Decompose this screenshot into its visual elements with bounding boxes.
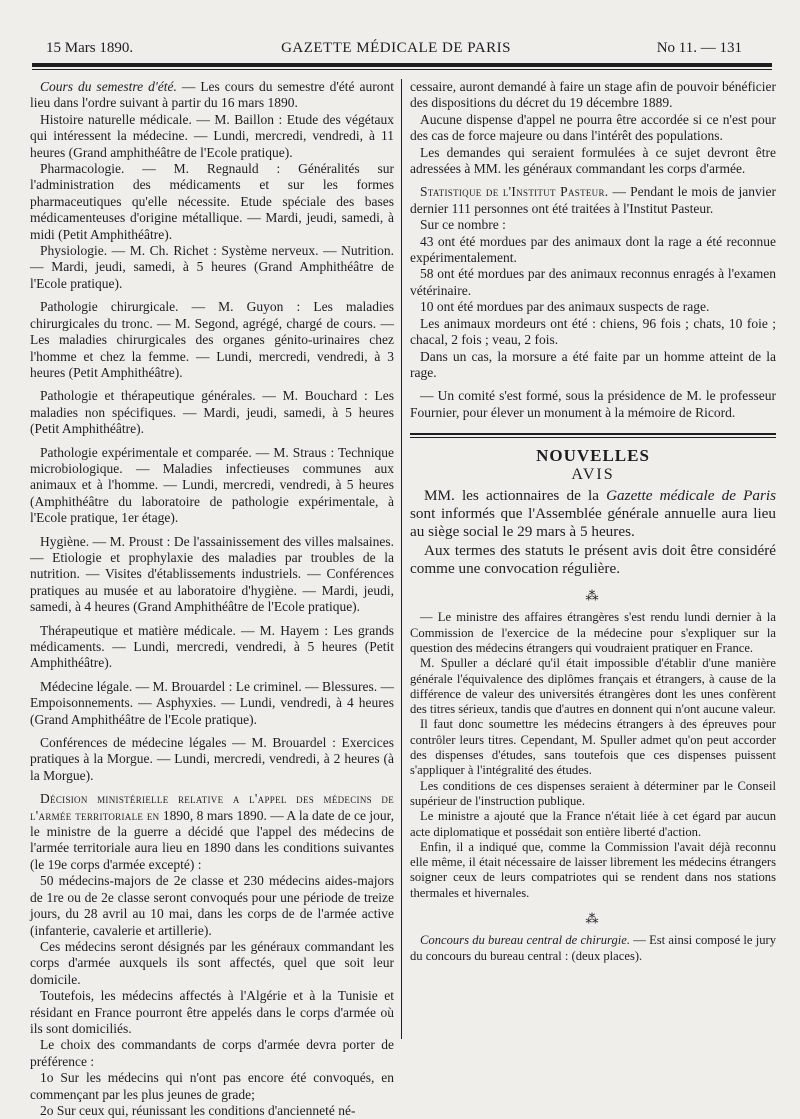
section-lead: Cours du semestre d'été. (40, 79, 177, 94)
paragraph: Le ministre a ajouté que la France n'était liée à cet égard par aucun acte diplomatique et possédait son entière liberté d'action. (410, 809, 776, 839)
paragraph: — Le ministre des affaires étrangères s'est rendu lundi dernier à la Commission de l'exercice de la médecine pour s'expliquer sur la question des médecins étrangers qui voudraient pratiquer en France. (410, 610, 776, 655)
news-block (410, 610, 776, 901)
paragraph (30, 79, 394, 112)
issue-page-number: No 11. — 131 (656, 40, 742, 56)
paragraph: Enfin, il a indiqué que, comme la Commission l'avait déjà reconnu elle même, il était nécessaire de laisser librement les médecins étrangers soigner ceux de leurs compatriotes qui se rendent dans nos stations thermales et hivernales. (410, 839, 776, 900)
nouvelles-heading: NOUVELLES (536, 446, 650, 466)
journal-title: GAZETTE MÉDICALE DE PARIS (281, 40, 511, 56)
paragraph: 2o Sur ceux qui, réunissant les conditions d'ancienneté né- (40, 1102, 356, 1118)
header-rule (32, 63, 772, 70)
header-date: 15 Mars 1890. (46, 40, 134, 56)
page-header (32, 40, 760, 62)
paragraph-text: 1890, 8 mars 1890. — A la date de ce jour, le ministre de la guerre a décidé que l'appel des médecins de l'armée territoriale aura lieu en 1890 dans les conditions suivantes (le 19e corps d'armée excepté) : (30, 807, 394, 872)
paragraph: Hygiène. — M. Proust : De l'assainissement des villes malsaines. — Etiologie et prophylaxie des maladies par troubles de la nutrition. — Visites d'établissements industriels. — Conférences pratiques au musée et au laboratoire d'hygiène. — Mardi, jeudi, samedi, à 4 heures (Grand Amphithéâtre de l'Ecole pratique). (30, 533, 394, 615)
paragraph: Pharmacologie. — M. Regnauld : Généralités sur l'administration des médicaments et sur les formes pharmaceutiques qu'elle nécessite. Etude spéciale des bases médicamenteuses d'origine métallique. — Mardi, jeudi, samedi, à midi (Petit Amphithéâtre). (30, 161, 394, 242)
paragraph-text: — Pendant le mois de janvier dernier 111 personnes ont été traitées à l'Institut Pasteur. (410, 184, 776, 216)
paragraph-text: sont informés que l'Assemblée générale annuelle aura lieu au siège social le 29 mars à 5 heures. (410, 505, 776, 541)
paragraph: Le choix des commandants de corps d'armée devra porter de préférence : (30, 1037, 394, 1069)
left-column (30, 79, 394, 1119)
paragraph: Thérapeutique et matière médicale. — M. Hayem : Les grands médicaments. — Lundi, mercredi, vendredi, à 5 heures (Petit Amphithéâtre). (30, 622, 394, 671)
paragraph (410, 184, 776, 217)
paragraph: 10 ont été mordues par des animaux suspects de rage. (420, 299, 710, 315)
paragraph-text: MM. les actionnaires de la (424, 486, 607, 504)
section-lead: Statistique de l'Institut Pasteur. (420, 184, 609, 200)
paragraph: Pathologie chirurgicale. — M. Guyon : Les maladies chirurgicales du tronc. — M. Segond, agrégé, chargé de cours. — Les maladies chirurgicales des organes génito-urinaires chez l'homme et chez la femme. — Lundi, mercredi, vendredi, à 3 heures (Petit Amphithéâtre). (30, 299, 394, 380)
paragraph: Les animaux mordeurs ont été : chiens, 96 fois ; chats, 10 foie ; chacal, 2 fois ; veau, 2 fois. (410, 315, 776, 348)
paragraph: Physiologie. — M. Ch. Richet : Système nerveux. — Nutrition. — Mardi, jeudi, samedi, à 5 heures (Grand Amphithéâtre de l'Ecole pratique). (30, 243, 394, 291)
paragraph: 43 ont été mordues par des animaux dont la rage a été reconnue expérimentalement. (410, 233, 776, 266)
paragraph: Il faut donc soumettre les médecins étrangers à des épreuves pour contrôler leurs titres. Cependant, M. Spuller admet qu'on peut accorder des dispenses d'études, sans toutefois que ces dispenses puissent s'appliquer à l'intégralité des études. (410, 717, 776, 778)
paragraph: M. Spuller a déclaré qu'il était impossible d'établir d'une manière générale l'équivalence des diplômes français et étrangers, à cause de la différence de valeur des universités étrangères dont les unes confèrent des titres sérieux, tandis que d'autres en donnent qui n'ont aucune valeur. (410, 656, 776, 717)
paragraph: Aux termes des statuts le présent avis doit être considéré comme une convocation régulière. (410, 541, 776, 577)
paragraph: Pathologie et thérapeutique générales. — M. Bouchard : Les maladies non spécifiques. — Mardi, jeudi, samedi, à 5 heures (Petit Amphithéâtre). (30, 388, 394, 437)
paragraph: — Un comité s'est formé, sous la présidence de M. le professeur Fournier, pour élever un monument à la mémoire de Ricord. (410, 388, 776, 420)
paragraph: cessaire, auront demandé à faire un stage afin de pouvoir bénéficier des dispositions du décret du 19 décembre 1889. (410, 79, 776, 111)
avis-block (410, 487, 776, 578)
paragraph-text: — Est ainsi composé le jury du concours du bureau central : (deux places). (410, 933, 776, 963)
avis-heading: AVIS (571, 465, 615, 483)
section-rule (410, 433, 776, 438)
paragraph: Les demandes qui seraient formulées à ce sujet devront être adressées à MM. les généraux commandant les corps d'armée. (410, 144, 776, 177)
paragraph: Histoire naturelle médicale. — M. Baillon : Etude des végétaux qui intéressent la médecine. — Lundi, mercredi, vendredi, à 11 heures (Grand amphithéâtre de l'Ecole pratique). (30, 111, 394, 160)
paragraph (30, 791, 394, 873)
paragraph (410, 487, 776, 542)
paragraph-text: — Les cours du semestre d'été auront lieu dans l'ordre suivant à partir du 16 mars 1890. (30, 79, 394, 111)
paragraph: Pathologie expérimentale et comparée. — M. Straus : Technique microbiologique. — Maladies infectieuses communes aux animaux et à l'homme. — Lundi, mercredi, vendredi, à 5 heures (Amphithéâtre du laboratoire de pathologie expérimentale, à l'Ecole pratique, 1er étage). (30, 444, 394, 526)
paragraph: Toutefois, les médecins affectés à l'Algérie et à la Tunisie et résidant en France pourront être appelés dans le corps d'armée où ils sont domiciliés. (30, 988, 394, 1036)
paragraph: Sur ce nombre : (420, 217, 506, 233)
paragraph: 50 médecins-majors de 2e classe et 230 médecins aides-majors de 1re ou de 2e classe seront convoqués pour une période de treize jours, du 28 avril au 10 mai, dans les corps de de l'armée active (infanterie, cavalerie et artillerie). (30, 873, 394, 938)
paragraph: Médecine légale. — M. Brouardel : Le criminel. — Blessures. — Empoisonnements. — Asphyxies. — Lundi, vendredi, à 4 heures (Grand Amphithéâtre de l'Ecole pratique). (30, 678, 394, 727)
paragraph (410, 933, 776, 964)
paragraph: Ces médecins seront désignés par les généraux commandant les corps d'armée auxquels ils sont affectés, quel que soit leur domicile. (30, 938, 394, 987)
journal-name: Gazette médicale de Paris (606, 486, 776, 504)
paragraph: Aucune dispense d'appel ne pourra être accordée si ce n'est pour des cas de force majeure ou dans l'intérêt des populations. (410, 111, 776, 144)
section-lead: Concours du bureau central de chirurgie. (420, 933, 631, 948)
section-lead: Décision ministérielle relative a l'appel des médecins de l'armée territoriale en (30, 791, 394, 823)
paragraph: Conférences de médecine légales — M. Brouardel : Exercices pratiques à la Morgue. — Lundi, mercredi, vendredi, à 2 heures (à la Morgue). (30, 735, 394, 783)
column-divider (401, 79, 402, 1039)
right-column (410, 79, 776, 964)
paragraph: 58 ont été mordues par des animaux reconnus enragés à l'examen vétérinaire. (410, 266, 776, 298)
paragraph: 1o Sur les médecins qui n'ont pas encore été convoqués, en commençant par les plus jeunes de grade; (30, 1070, 394, 1102)
paragraph: Les conditions de ces dispenses seraient à déterminer par le Conseil supérieur de l'instruction publique. (410, 778, 776, 808)
asterism: ⁂ (585, 911, 601, 926)
asterism: ⁂ (585, 587, 601, 603)
concours-block (410, 933, 776, 964)
paragraph: Dans un cas, la morsure a été faite par un homme atteint de la rage. (410, 348, 776, 380)
